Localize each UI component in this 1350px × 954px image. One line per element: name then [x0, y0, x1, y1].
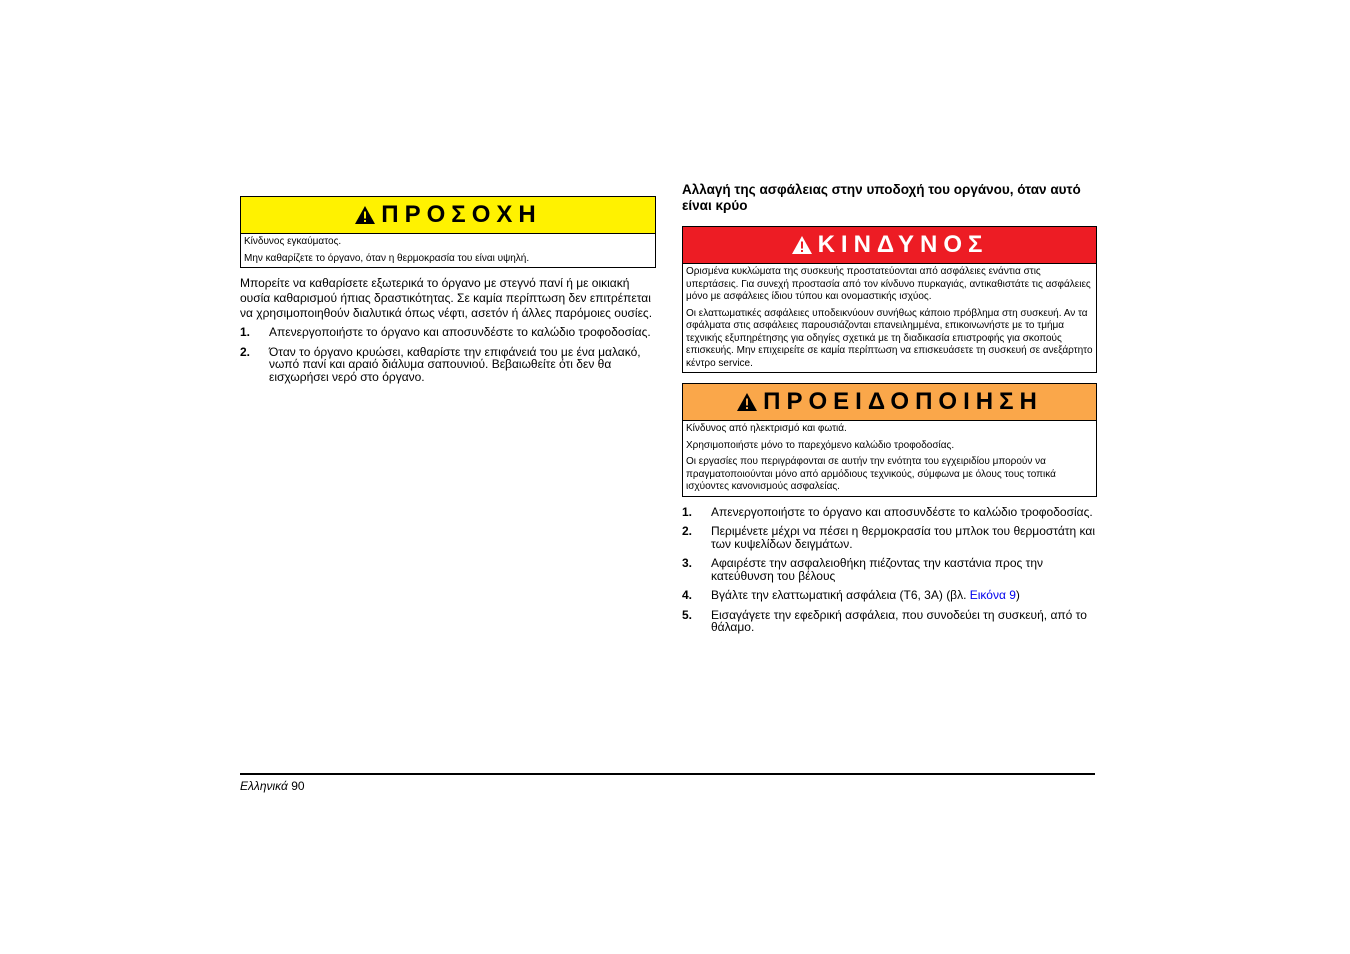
warning-body — [683, 421, 1096, 496]
footer-language: Ελληνικά — [240, 779, 288, 793]
figure-link[interactable]: Εικόνα 9 — [969, 588, 1016, 602]
caution-line: Κίνδυνος εγκαύματος. — [244, 236, 342, 247]
danger-line: Ορισμένα κυκλώματα της συσκευής προστατεύονται από ασφάλειες ενάντια στις υπερτάσεις. Για συνεχή προστασία από τον κίνδυνο πυρκαγιάς, αντικαθιστάτε τις ασφάλειες μόνο με ασφάλειες ίδιου τύπου και ονομαστικής ισχύος. — [686, 266, 1091, 302]
list-item — [682, 506, 1097, 519]
step-number: 1. — [682, 504, 693, 519]
caution-header — [241, 197, 655, 234]
step-number: 3. — [682, 556, 693, 570]
warning-triangle-icon — [354, 205, 376, 225]
section-heading: Αλλαγή της ασφάλειας στην υποδοχή του οργάνου, όταν αυτό είναι κρύο — [682, 182, 1081, 213]
step-number: 5. — [682, 607, 693, 622]
left-steps — [240, 326, 656, 383]
left-column — [240, 196, 656, 390]
list-item — [682, 557, 1097, 582]
right-column — [682, 182, 1097, 641]
caution-body — [241, 234, 655, 267]
warning-line: Χρησιμοποιήστε μόνο το παρεχόμενο καλώδιο τροφοδοσίας. — [686, 439, 955, 451]
danger-line: Οι ελαττωματικές ασφάλειες υποδεικνύουν συνήθως κάποιο πρόβλημα στη συσκευή. Αν τα σφάλματα στις ασφάλειες παρουσιάζονται επανειλημμένα, επικοινωνήστε με το τμήμα τεχνικής εξυπηρέτησης για οδηγίες σχετικά με τη διαδικασία επιστροφής για σκοπούς επισκευής. Μην επιχειρείτε σε καμία περίπτωση να επισκευάσετε τη συσκευή σε ανεξάρτητο κέντρο service. — [686, 307, 1093, 369]
step-number: 4. — [682, 588, 693, 602]
caution-line: Μην καθαρίζετε το όργανο, όταν η θερμοκρασία του είναι υψηλή. — [244, 252, 530, 264]
danger-signal-word: ΚΙΝΔΥΝΟΣ — [817, 231, 989, 258]
warning-line: Κίνδυνος από ηλεκτρισμό και φωτιά. — [686, 423, 847, 434]
step-text: Όταν το όργανο κρυώσει, καθαρίστε την επιφάνειά του με ένα μαλακό, νωπό πανί και αραιό διάλυμα σαπουνιού. Βεβαιωθείτε ότι δεν θα εισχωρήσει νερό στο όργανο. — [269, 344, 641, 384]
caution-box — [240, 196, 656, 268]
step-number: 2. — [682, 524, 693, 538]
danger-box — [682, 226, 1097, 373]
step-text-after: ) — [1015, 588, 1020, 602]
list-item — [682, 609, 1097, 634]
step-number: 2. — [240, 344, 251, 359]
list-item — [240, 346, 656, 384]
warning-box — [682, 383, 1097, 497]
footer-rule — [240, 773, 1095, 775]
list-item — [682, 589, 1097, 602]
list-item — [682, 525, 1097, 550]
danger-body — [683, 264, 1096, 372]
list-item — [240, 326, 656, 339]
step-text: Εισαγάγετε την εφεδρική ασφάλεια, που συνοδεύει τη συσκευή, από το θάλαμο. — [711, 607, 1087, 634]
warning-triangle-icon — [736, 392, 758, 412]
cleaning-paragraph: Μπορείτε να καθαρίσετε εξωτερικά το όργανο με στεγνό πανί ή με οικιακή ουσία καθαρισμού ήπιας δραστικότητας. Σε καμία περίπτωση δεν επιτρέπεται να χρησιμοποιηθούν διαλυτικά όπως νέφτι, ασετόν ή άλλες παρόμοιες ουσίες. — [240, 276, 653, 320]
step-text: Περιμένετε μέχρι να πέσει η θερμοκρασία του μπλοκ του θερμοστάτη και των κυψελίδων δειγμάτων. — [711, 524, 1095, 551]
step-text: Αφαιρέστε την ασφαλειοθήκη πιέζοντας την καστάνια προς την κατεύθυνση του βέλους — [711, 556, 1044, 583]
warning-header — [683, 384, 1096, 421]
step-text: Απενεργοποιήστε το όργανο και αποσυνδέστε το καλώδιο τροφοδοσίας. — [711, 504, 1093, 519]
page-footer — [240, 779, 305, 793]
warning-line: Οι εργασίες που περιγράφονται σε αυτήν την ενότητα του εγχειριδίου μπορούν να πραγματοποιούνται μόνο από αρμόδιους τεχνικούς, σύμφωνα με όλους τους τοπικά ισχύοντες κανονισμούς ασφαλείας. — [686, 456, 1056, 492]
caution-signal-word: ΠΡΟΣΟΧΗ — [381, 201, 542, 228]
step-text — [711, 589, 1097, 602]
warning-triangle-icon — [791, 235, 813, 255]
step-number: 1. — [240, 325, 251, 339]
step-text-before: Βγάλτε την ελαττωματική ασφάλεια (T6, 3A) (βλ. — [711, 588, 970, 602]
footer-page-number: 90 — [291, 779, 305, 793]
danger-header — [683, 227, 1096, 264]
right-steps — [682, 506, 1097, 634]
step-text: Απενεργοποιήστε το όργανο και αποσυνδέστε το καλώδιο τροφοδοσίας. — [269, 325, 651, 339]
warning-signal-word: ΠΡΟΕΙΔΟΠΟΙΗΣΗ — [763, 388, 1043, 415]
